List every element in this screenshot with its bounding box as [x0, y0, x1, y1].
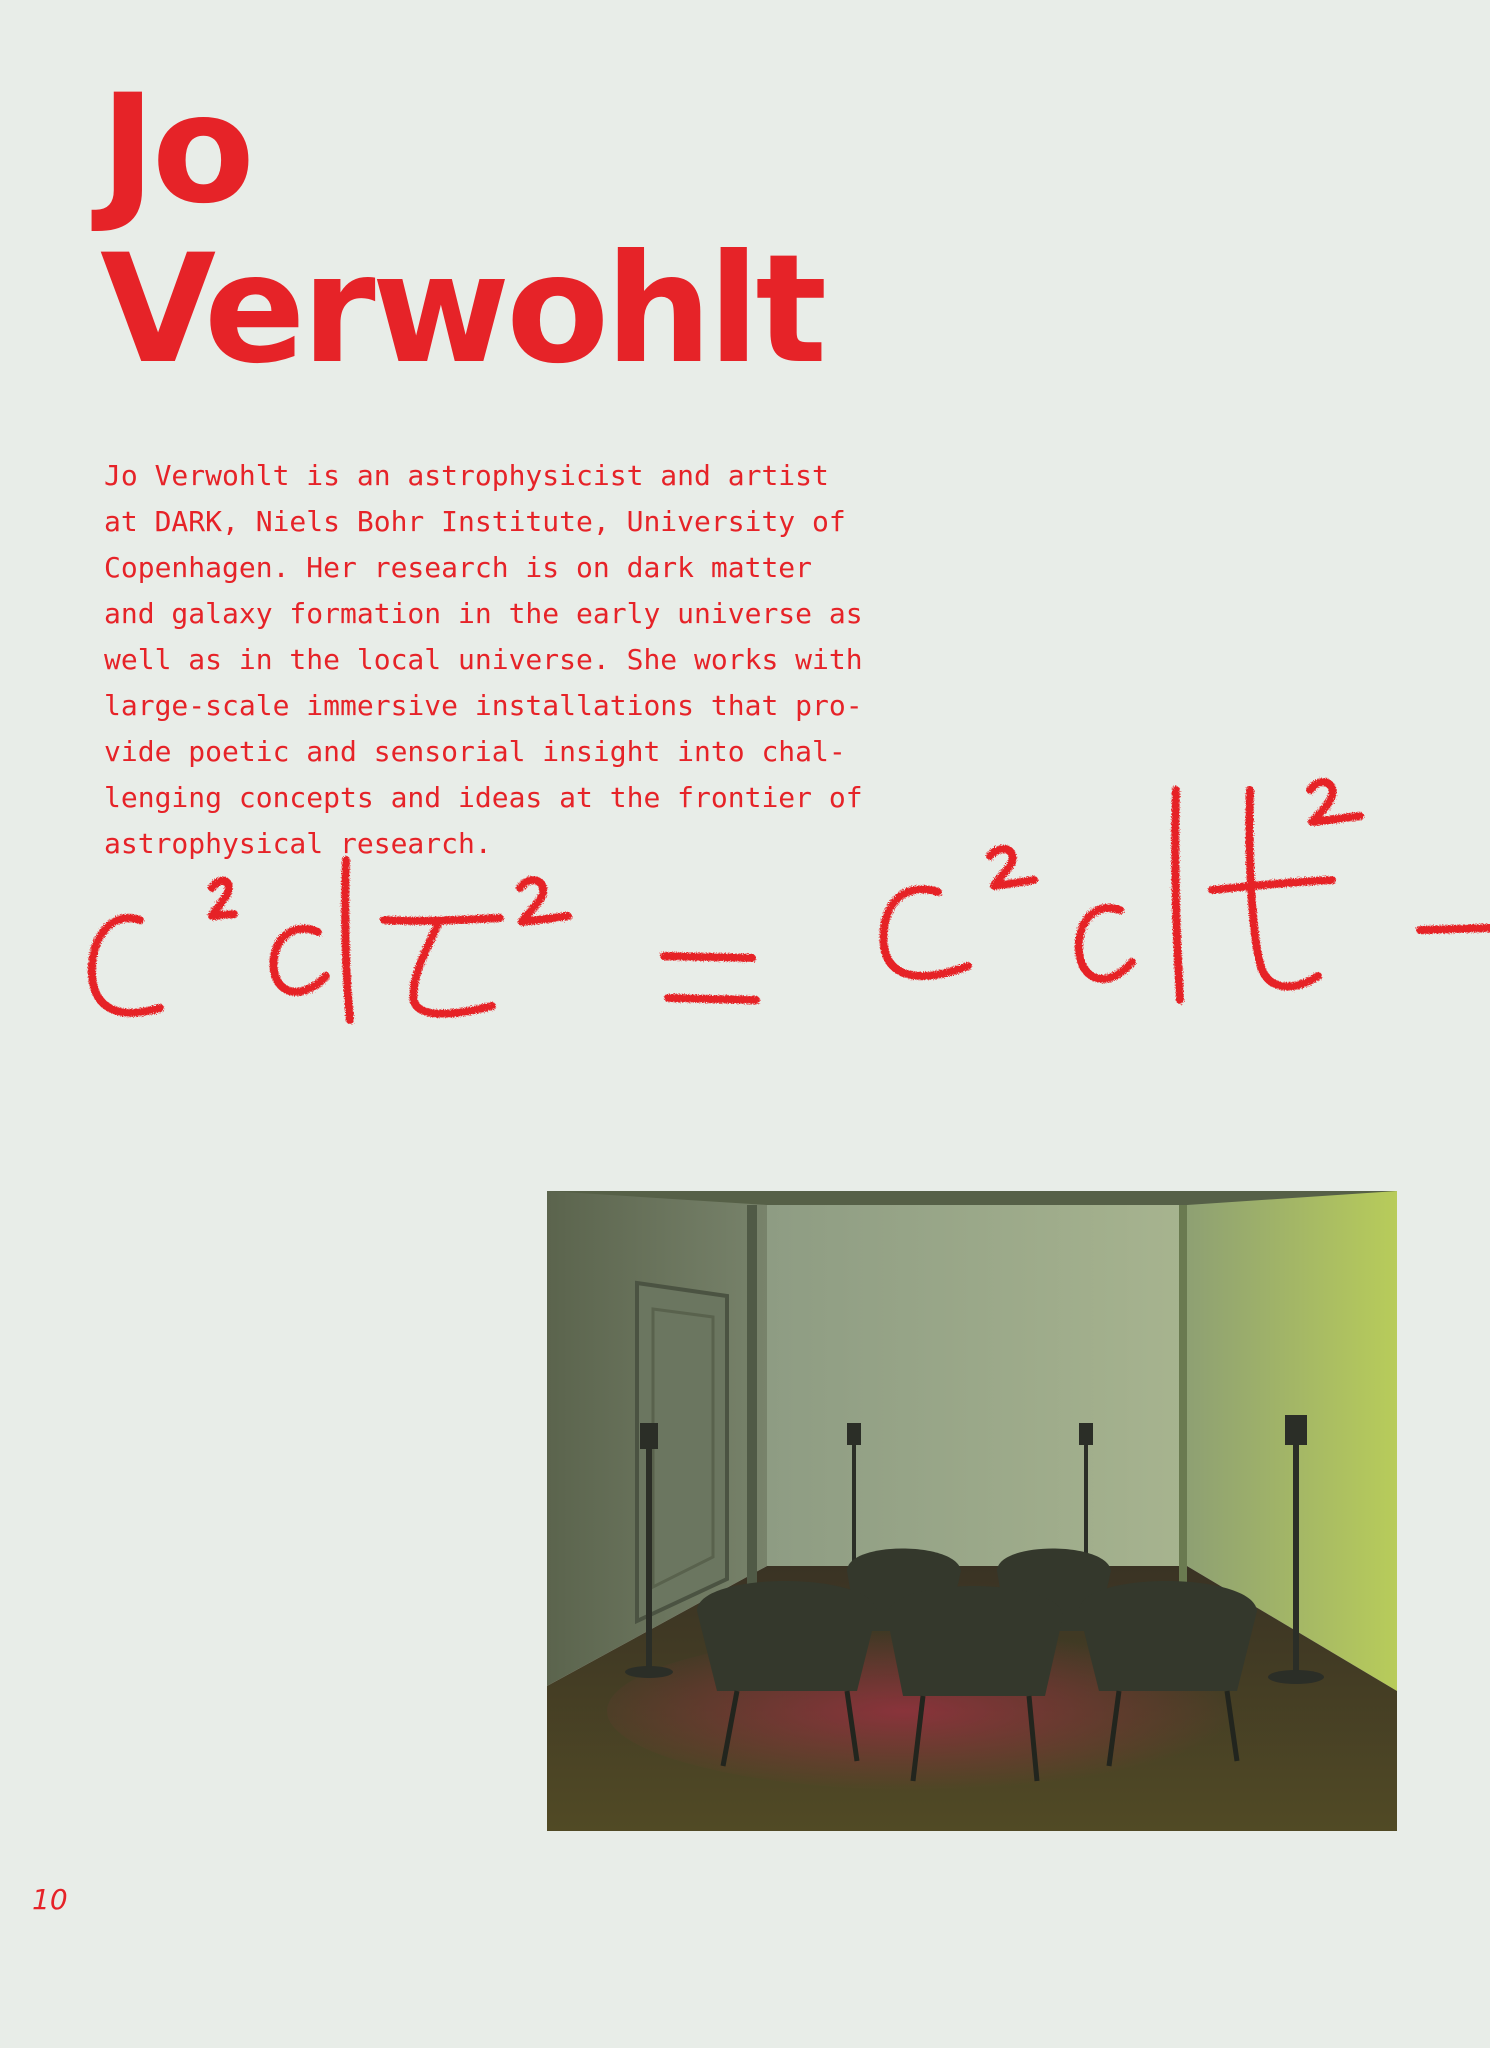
artist-bio: Jo Verwohlt is an astrophysicist and artist at DARK, Niels Bohr Institute, University of Copenhagen. Her research is on dark matter and galaxy formation in the early universe as well as in the local universe. She works with large-scale immersive installations that pro- vide poetic and sensorial insight into chal- lenging concepts and ideas at the frontier of astrophysical research. — [104, 459, 863, 860]
handwritten-equation — [0, 770, 1490, 1070]
title-first-name: Jo — [100, 63, 251, 237]
installation-photo — [547, 1191, 1397, 1831]
artist-name-title — [100, 63, 824, 397]
page-number: 10 — [32, 1883, 68, 1916]
title-last-name: Verwohlt — [100, 223, 824, 397]
